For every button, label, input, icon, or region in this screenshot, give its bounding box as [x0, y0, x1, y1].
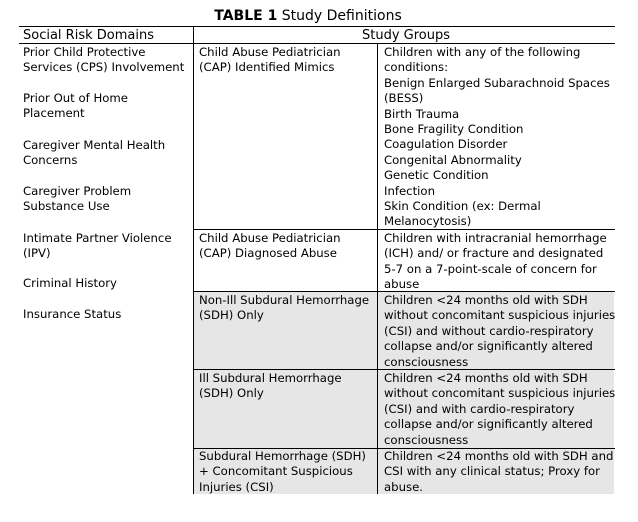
risk-domain-line: Prior Child Protective: [23, 45, 146, 59]
risk-domain-line: Caregiver Problem: [23, 184, 132, 198]
risk-domain-line: Substance Use: [23, 199, 110, 214]
group-name-line: Child Abuse Pediatrician: [199, 231, 341, 245]
group-name-line: Non-Ill Subdural Hemorrhage: [199, 293, 370, 307]
group-name-line: Injuries (CSI): [199, 479, 274, 494]
column-header-risk-domains: Social Risk Domains: [23, 28, 154, 43]
table-title: [0, 8, 616, 25]
risk-domain-cps: [23, 45, 184, 76]
definition-line: (ICH) and/ or fracture and designated: [384, 246, 604, 261]
definition-line: Children with any of the following: [384, 45, 581, 59]
risk-domain-line: Intimate Partner Violence: [23, 231, 172, 245]
definition-line: without concomitant suspicious injuries: [384, 308, 616, 323]
definition-line: Children <24 months old with SDH: [384, 371, 588, 385]
risk-domain-out-of-home: [23, 91, 128, 122]
table-title-label: TABLE 1: [214, 8, 278, 24]
group-name-line: Subdural Hemorrhage (SDH): [199, 449, 366, 463]
group-name-line: (CAP) Identified Mimics: [199, 60, 335, 75]
definition-line: Infection: [384, 183, 435, 198]
definition-line: collapse and/or significantly altered: [384, 339, 593, 354]
group-definition-sdh-csi: [384, 449, 613, 495]
table-title-text: Study Definitions: [277, 8, 402, 24]
column-rule-2: [377, 43, 378, 494]
group-name-line: (SDH) Only: [199, 308, 264, 323]
group-name-ill-sdh: [199, 371, 342, 402]
risk-domain-substance-use: [23, 184, 131, 215]
definition-line: Melanocytosis): [384, 214, 472, 229]
group-name-sdh-csi: [199, 449, 366, 495]
group-name-line: + Concomitant Suspicious: [199, 464, 353, 479]
risk-domain-line: Insurance Status: [23, 307, 122, 321]
column-rule-1: [193, 26, 194, 494]
risk-domain-line: Placement: [23, 106, 85, 121]
definition-line: abuse.: [384, 479, 423, 494]
group-name-line: Child Abuse Pediatrician: [199, 45, 341, 59]
definition-line: (BESS): [384, 91, 424, 106]
definition-line: Children with intracranial hemorrhage: [384, 231, 607, 245]
risk-domain-line: Criminal History: [23, 276, 117, 290]
definition-line: consciousness: [384, 432, 469, 447]
definition-line: collapse and/or significantly altered: [384, 417, 593, 432]
risk-domain-mental-health: [23, 138, 165, 169]
risk-domain-line: (IPV): [23, 246, 51, 261]
definition-line: 5-7 on a 7-point-scale of concern for: [384, 261, 597, 276]
definition-line: Genetic Condition: [384, 168, 489, 183]
definition-line: Birth Trauma: [384, 106, 460, 121]
definition-line: (CSI) and without cardio-respiratory: [384, 323, 594, 338]
risk-domain-line: Services (CPS) Involvement: [23, 60, 185, 75]
definition-line: CSI with any clinical status; Proxy for: [384, 464, 600, 479]
risk-domain-insurance: [23, 307, 121, 322]
group-name-non-ill-sdh: [199, 293, 369, 324]
group-name-line: (SDH) Only: [199, 386, 264, 401]
group-name-cap-abuse: [199, 231, 341, 262]
group-definition-ill-sdh: [384, 371, 615, 448]
risk-domain-line: Prior Out of Home: [23, 91, 128, 105]
top-rule: [19, 26, 615, 27]
group-name-line: Ill Subdural Hemorrhage: [199, 371, 342, 385]
definition-line: (CSI) and with cardio-respiratory: [384, 401, 575, 416]
definition-line: Coagulation Disorder: [384, 137, 508, 152]
definition-line: Children <24 months old with SDH and: [384, 449, 614, 463]
group-name-cap-mimics: [199, 45, 341, 76]
definition-line: Bone Fragility Condition: [384, 122, 524, 137]
definition-line: without concomitant suspicious injuries: [384, 386, 616, 401]
definition-line: consciousness: [384, 354, 469, 369]
risk-domain-line: Caregiver Mental Health: [23, 138, 166, 152]
definition-line: conditions:: [384, 60, 449, 75]
column-header-study-groups: Study Groups: [362, 28, 451, 43]
risk-domain-criminal-history: [23, 276, 117, 291]
definition-line: Congenital Abnormality: [384, 152, 522, 167]
group-name-line: (CAP) Diagnosed Abuse: [199, 246, 337, 261]
risk-domain-ipv: [23, 231, 172, 262]
group-definition-cap-abuse: [384, 231, 607, 293]
group-definition-cap-mimics: [384, 45, 610, 230]
definition-line: Children <24 months old with SDH: [384, 293, 588, 307]
risk-domain-line: Concerns: [23, 153, 78, 168]
definition-line: abuse: [384, 277, 420, 292]
definition-line: Skin Condition (ex: Dermal: [384, 199, 541, 214]
group-definition-non-ill-sdh: [384, 293, 615, 370]
header-rule: [19, 43, 615, 44]
definition-line: Benign Enlarged Subarachnoid Spaces: [384, 75, 610, 90]
